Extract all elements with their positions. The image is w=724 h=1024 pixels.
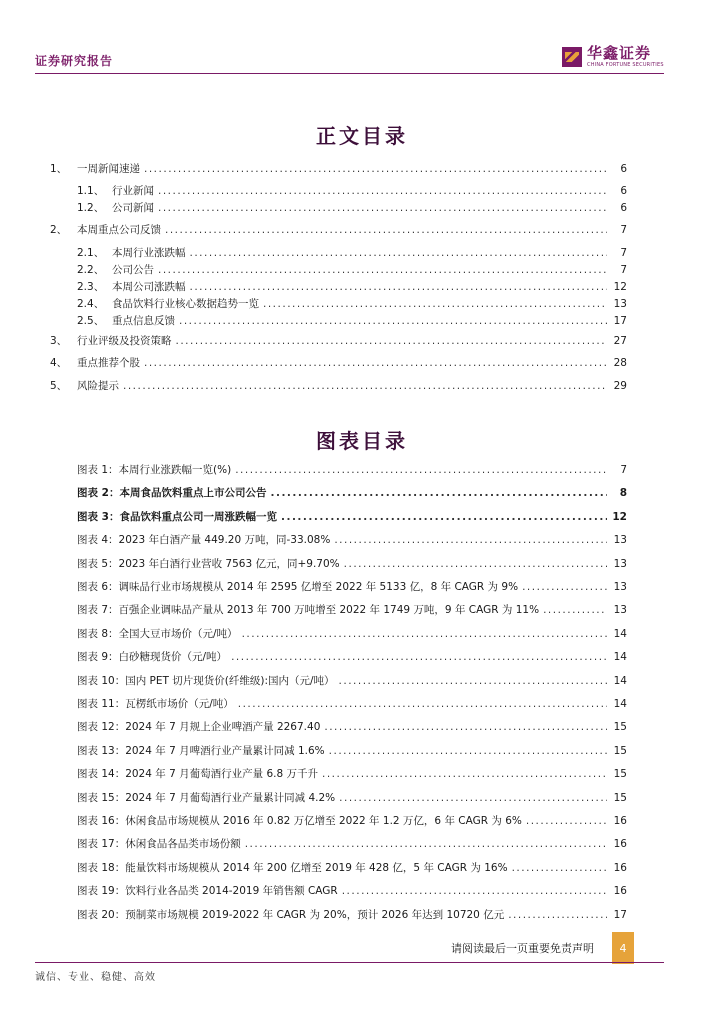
toc-leader-dots [158,262,607,278]
toc-entry-label: 风险提示 [77,380,119,392]
toc-leader-dots [190,245,608,261]
toc-entry[interactable] [77,296,627,312]
figure-toc-entry[interactable] [77,860,627,876]
figure-toc-entry[interactable] [77,719,627,735]
toc-leader-dots [322,766,607,782]
toc-entry[interactable] [77,313,627,329]
toc-entry-number: 2.3、 [77,281,105,293]
figure-toc-entry[interactable] [77,485,627,501]
toc-entry[interactable] [77,262,627,278]
figure-toc-label: 图表 1：本周行业涨跌幅一览(%) [77,464,232,476]
toc-entry-label: 本周行业涨跌幅 [112,247,186,259]
toc-entry-page: 13 [613,298,627,310]
figure-toc-label: 图表 4：2023 年白酒产量 449.20 万吨，同-33.08% [77,534,331,546]
toc-entry-number: 2.4、 [77,298,105,310]
toc-entry[interactable] [77,245,627,261]
footer-divider [35,962,664,963]
figure-toc-entry[interactable] [77,556,627,572]
figure-toc-entry[interactable] [77,743,627,759]
toc-entry-number: 2.5、 [77,315,105,327]
toc-leader-dots [324,719,607,735]
figure-toc-label: 图表 13：2024 年 7 月啤酒行业产量累计同减 1.6% [77,745,325,757]
figure-toc-label: 图表 20：预制菜市场规模 2019-2022 年 CAGR 为 20%，预计 2026 年达到 10720 亿元 [77,909,505,921]
toc-entry-label: 公司新闻 [112,202,154,214]
toc-entry[interactable] [77,200,627,216]
toc-entry[interactable] [50,161,627,177]
toc-entry-number: 5、 [50,380,68,392]
logo-name-en: CHINA FORTUNE SECURITIES [587,62,664,68]
toc-leader-dots [123,378,607,394]
figure-toc-entry[interactable] [77,602,627,618]
figure-toc-entry[interactable] [77,649,627,665]
toc-entry-number: 1.2、 [77,202,105,214]
toc-entry[interactable] [77,183,627,199]
figure-toc-entry[interactable] [77,509,627,525]
toc-leader-dots [231,649,607,665]
figure-toc-label: 图表 17：休闲食品各品类市场份额 [77,838,241,850]
toc-entry[interactable] [50,333,627,349]
figure-toc-page: 13 [613,534,627,546]
toc-entry-label: 重点推荐个股 [77,357,140,369]
toc-leader-dots [235,462,607,478]
disclaimer-notice: 请阅读最后一页重要免责声明 [451,942,594,955]
toc-entry-label: 本周重点公司反馈 [77,224,161,236]
toc-leader-dots [144,161,607,177]
figure-toc-label: 图表 15：2024 年 7 月葡萄酒行业产量累计同减 4.2% [77,792,336,804]
figure-toc-entry[interactable] [77,626,627,642]
toc-leader-dots [339,790,607,806]
figure-toc-label: 图表 12：2024 年 7 月规上企业啤酒产量 2267.40 [77,721,321,733]
toc-leader-dots [263,296,607,312]
toc-entry[interactable] [50,355,627,371]
figure-toc-label: 图表 8：全国大豆市场价（元/吨） [77,628,238,640]
toc-leader-dots [329,743,607,759]
figure-toc-page: 13 [613,581,627,593]
figure-toc-page: 15 [613,768,627,780]
figure-toc-page: 14 [613,675,627,687]
figure-toc-label: 图表 16：休闲食品市场规模从 2016 年 0.82 万亿增至 2022 年 1.2 万亿，6 年 CAGR 为 6% [77,815,522,827]
figure-toc-page: 14 [613,651,627,663]
page-header [0,0,724,76]
toc-entry-page: 17 [613,315,627,327]
toc-leader-dots [242,626,607,642]
figure-toc-entry[interactable] [77,532,627,548]
toc-entry-label: 本周公司涨跌幅 [112,281,186,293]
toc-entry-page: 7 [620,247,627,259]
toc-leader-dots [339,673,607,689]
toc-entry-page: 7 [620,224,627,236]
toc-entry-number: 4、 [50,357,68,369]
figure-toc-entry[interactable] [77,766,627,782]
figure-toc-entry[interactable] [77,883,627,899]
figure-toc-page: 7 [620,464,627,476]
toc-leader-dots [508,907,607,923]
toc-leader-dots [334,532,607,548]
figure-toc-label: 图表 11：瓦楞纸市场价（元/吨） [77,698,234,710]
figure-toc-page: 14 [613,698,627,710]
toc-entry-number: 3、 [50,335,68,347]
logo-icon [562,47,582,67]
figure-toc-page: 15 [613,792,627,804]
toc-leader-dots [270,485,607,501]
toc-entry-number: 1、 [50,163,68,175]
toc-entry-number: 2.2、 [77,264,105,276]
toc-leader-dots [165,222,607,238]
figure-toc-entry[interactable] [77,836,627,852]
toc-leader-dots [342,883,607,899]
toc-entry-number: 2.1、 [77,247,105,259]
figure-toc-label: 图表 10：国内 PET 切片现货价(纤维级):国内（元/吨） [77,675,335,687]
figure-toc-label: 图表 3：食品饮料重点公司一周涨跌幅一览 [77,511,277,523]
toc-entry-page: 6 [620,202,627,214]
figure-toc-label: 图表 6：调味品行业市场规模从 2014 年 2595 亿增至 2022 年 5133 亿，8 年 CAGR 为 9% [77,581,519,593]
toc-entry-label: 行业评级及投资策略 [77,335,172,347]
figure-toc-page: 8 [619,487,627,499]
toc-entry-number: 2、 [50,224,68,236]
figure-toc-label: 图表 7：百强企业调味品产量从 2013 年 700 万吨增至 2022 年 1749 万吨，9 年 CAGR 为 11% [77,604,540,616]
toc-entry-label: 重点信息反馈 [112,315,175,327]
figure-toc-label: 图表 18：能量饮料市场规模从 2014 年 200 亿增至 2019 年 428 亿，5 年 CAGR 为 16% [77,862,508,874]
toc-entry[interactable] [50,378,627,394]
toc-leader-dots [158,183,607,199]
toc-leader-dots [158,200,607,216]
figure-toc-label: 图表 9：白砂糖现货价（元/吨） [77,651,228,663]
figure-toc-label: 图表 5：2023 年白酒行业营收 7563 亿元，同+9.70% [77,558,340,570]
figure-toc-page: 17 [613,909,627,921]
toc-entry-page: 12 [613,281,627,293]
figure-toc-entry[interactable] [77,696,627,712]
company-logo [562,46,664,68]
toc-leader-dots [144,355,607,371]
figure-toc-entry[interactable] [77,579,627,595]
toc-leader-dots [176,333,608,349]
toc-leader-dots [512,860,607,876]
toc-entry-page: 6 [620,163,627,175]
figure-toc-page: 12 [612,511,627,523]
main-toc-title: 正文目录 [316,124,408,148]
toc-leader-dots [526,813,607,829]
toc-leader-dots [344,556,607,572]
figure-toc-page: 16 [613,862,627,874]
figure-toc-page: 15 [613,745,627,757]
figure-toc-page: 16 [613,815,627,827]
toc-entry-label: 一周新闻速递 [77,163,140,175]
toc-entry[interactable] [77,279,627,295]
figure-toc-label: 图表 2：本周食品饮料重点上市公司公告 [77,487,267,499]
toc-entry-label: 行业新闻 [112,185,154,197]
toc-leader-dots [522,579,607,595]
toc-leader-dots [543,602,607,618]
toc-leader-dots [245,836,607,852]
logo-name-cn: 华鑫证券 [587,44,652,62]
toc-leader-dots [281,509,607,525]
toc-entry-page: 27 [613,335,627,347]
toc-leader-dots [179,313,607,329]
toc-leader-dots [190,279,608,295]
figure-toc-label: 图表 14：2024 年 7 月葡萄酒行业产量 6.8 万千升 [77,768,318,780]
page-number: 4 [612,932,634,964]
toc-entry-label: 公司公告 [112,264,154,276]
figure-toc-page: 14 [613,628,627,640]
report-type-label: 证券研究报告 [35,54,114,68]
figure-toc-entry[interactable] [77,813,627,829]
figure-toc-page: 15 [613,721,627,733]
figure-toc-title: 图表目录 [316,429,408,453]
figure-toc-entry[interactable] [77,673,627,689]
figure-toc-page: 13 [613,604,627,616]
figure-toc-page: 13 [613,558,627,570]
figure-toc-label: 图表 19：饮料行业各品类 2014-2019 年销售额 CAGR [77,885,338,897]
figure-toc-page: 16 [613,885,627,897]
toc-entry-label: 食品饮料行业核心数据趋势一览 [112,298,259,310]
toc-entry-number: 1.1、 [77,185,105,197]
figure-toc-entry[interactable] [77,907,627,923]
footer-motto: 诚信、专业、稳健、高效 [35,972,156,983]
toc-entry-page: 6 [620,185,627,197]
toc-entry-page: 28 [613,357,627,369]
toc-leader-dots [238,696,607,712]
toc-entry[interactable] [50,222,627,238]
header-divider [35,73,664,74]
figure-toc-entry[interactable] [77,462,627,478]
figure-toc-page: 16 [613,838,627,850]
toc-entry-page: 7 [620,264,627,276]
toc-entry-page: 29 [613,380,627,392]
figure-toc-entry[interactable] [77,790,627,806]
